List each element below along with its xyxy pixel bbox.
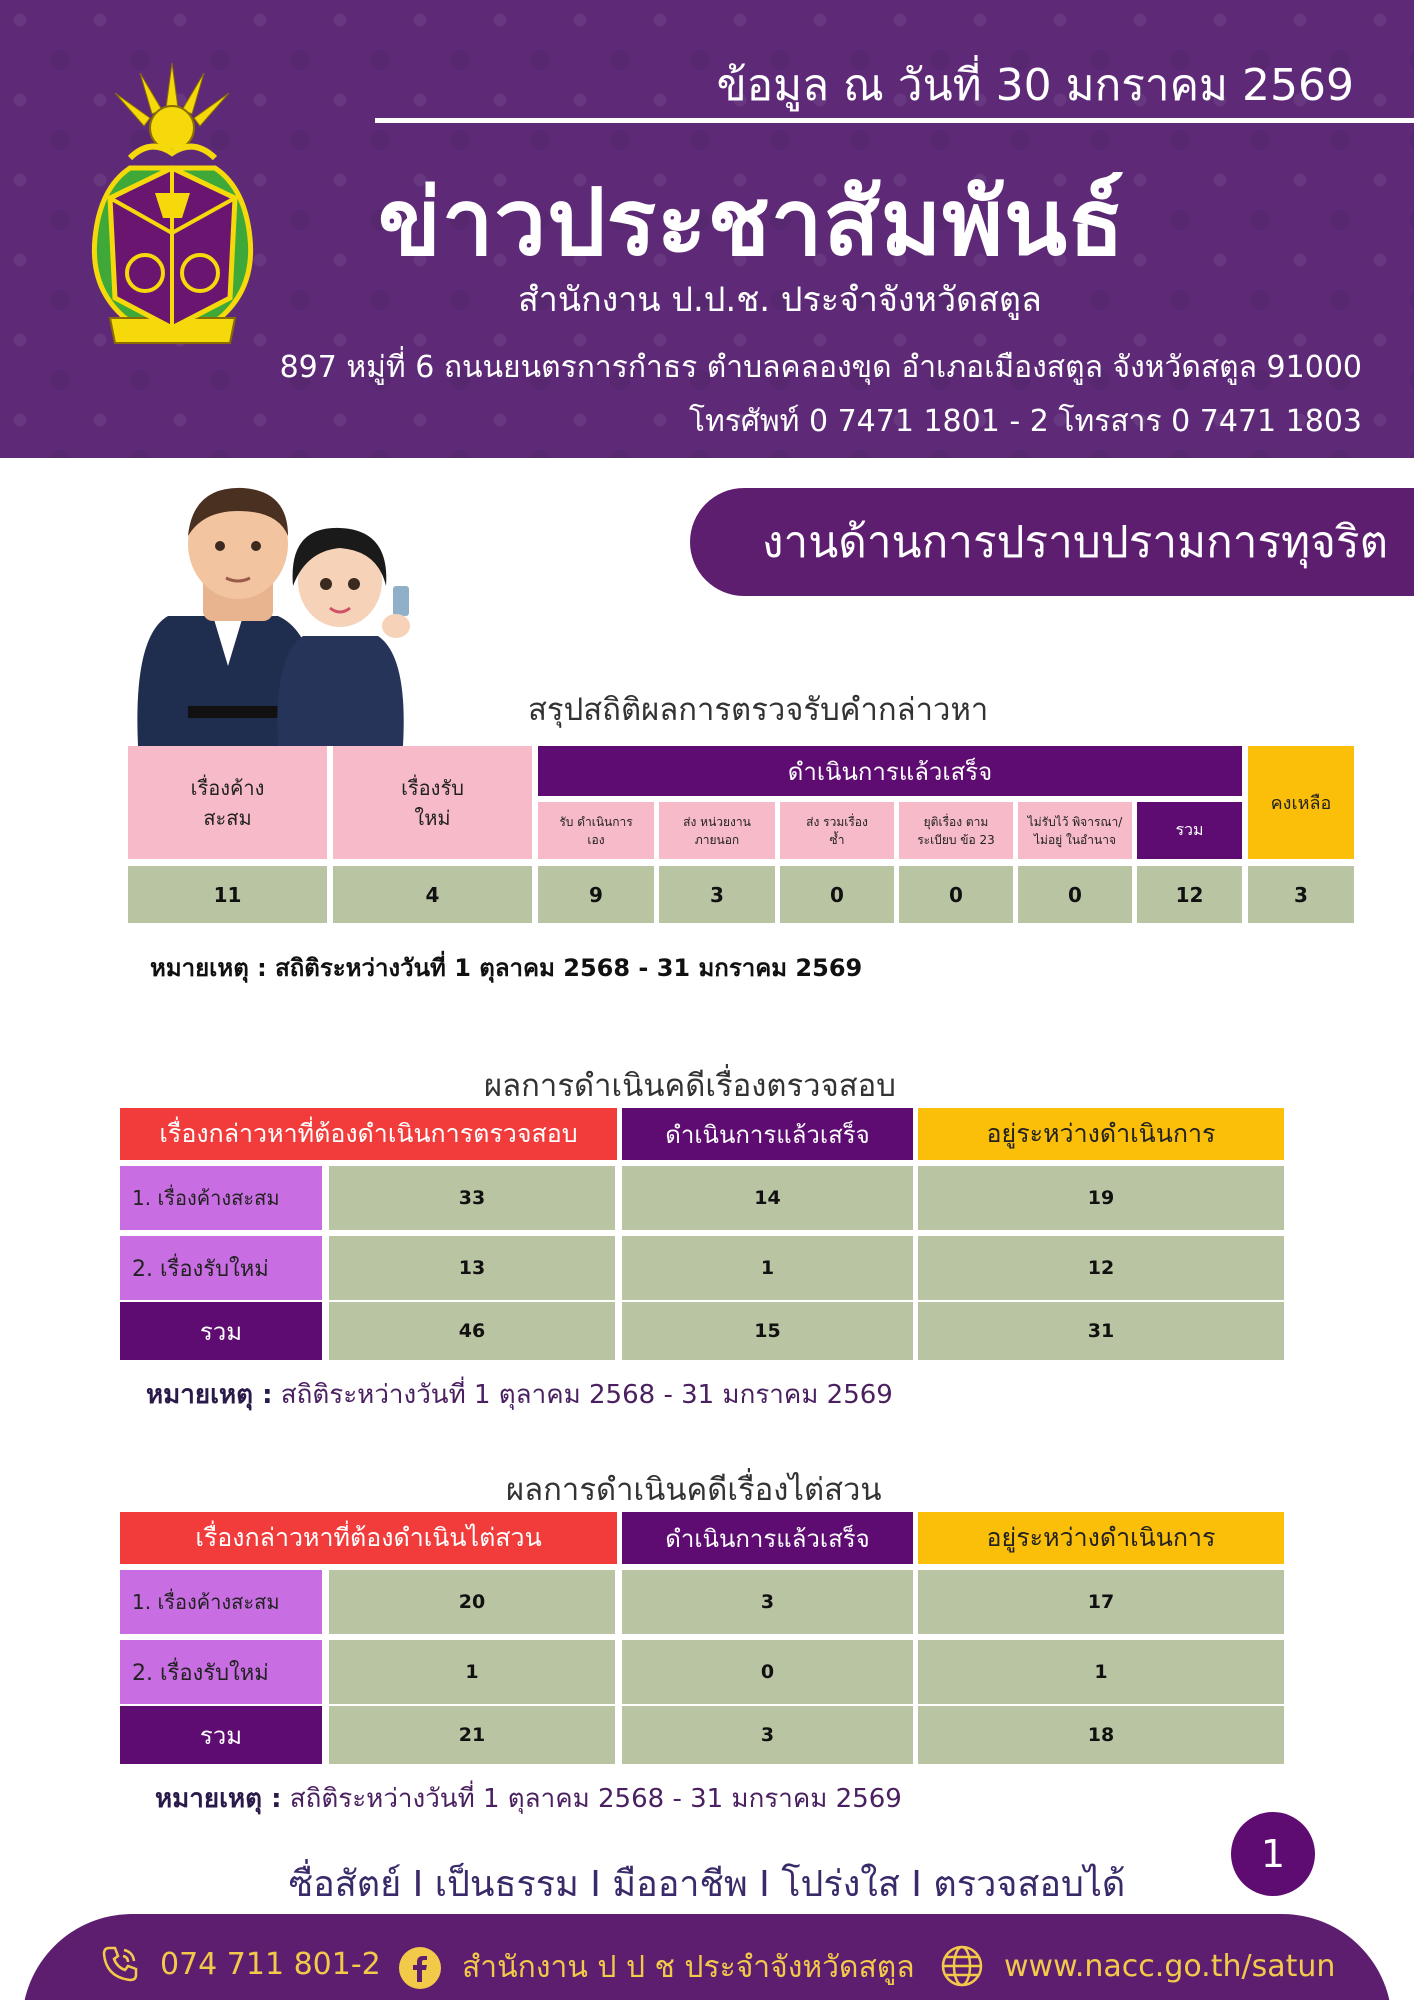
table2-header-done: ดำเนินการแล้วเสร็จ <box>622 1108 913 1160</box>
page-title: ข่าวประชาสัมพันธ์ <box>378 169 1126 276</box>
footer-website-text: www.nacc.go.th/satun <box>1004 1948 1336 1984</box>
table2-row1-total: 33 <box>329 1166 615 1230</box>
col-new-header: เรื่องรับ ใหม่ <box>333 746 532 859</box>
table3-header-cases: เรื่องกล่าวหาที่ต้องดำเนินไต่สวน <box>120 1512 617 1564</box>
table3-note <box>155 1778 902 1819</box>
nacc-emblem-icon <box>70 58 275 358</box>
table2-row2-pending: 12 <box>918 1236 1284 1300</box>
table3-note-label: หมายเหตุ : <box>155 1784 282 1814</box>
value-rejected: 0 <box>1018 866 1132 923</box>
table3-row2-label: 2. เรื่องรับใหม่ <box>120 1640 322 1704</box>
data-date: ข้อมูล ณ วันที่ 30 มกราคม 2569 <box>716 60 1354 111</box>
officers-mascot-icon <box>128 466 428 756</box>
footer-bar <box>22 1914 1392 2000</box>
table3-header-pending: อยู่ระหว่างดำเนินการ <box>918 1512 1284 1564</box>
header-banner <box>0 0 1414 458</box>
col-done-header: ดำเนินการแล้วเสร็จ <box>538 746 1242 796</box>
col-pending-header: เรื่องค้าง สะสม <box>128 746 327 859</box>
table2-header-pending: อยู่ระหว่างดำเนินการ <box>918 1108 1284 1160</box>
table2-row1-pending: 19 <box>918 1166 1284 1230</box>
value-pending: 11 <box>128 866 327 923</box>
phone-icon <box>100 1944 140 1984</box>
sub-header-sum: รวม <box>1137 802 1242 859</box>
globe-icon <box>940 1944 984 1988</box>
table3-row2-total: 1 <box>329 1640 615 1704</box>
value-remain: 3 <box>1248 866 1354 923</box>
table3-note-text: สถิติระหว่างวันที่ 1 ตุลาคม 2568 - 31 มกราคม 2569 <box>289 1784 902 1814</box>
table2-row1-label: 1. เรื่องค้างสะสม <box>120 1166 322 1230</box>
table2-row2-done: 1 <box>622 1236 913 1300</box>
footer-facebook[interactable] <box>398 1944 915 1991</box>
sub-header-rejected: ไม่รับไว้ พิจารณา/ไม่อยู่ ในอำนาจ <box>1018 802 1132 859</box>
table3-row1-done: 3 <box>622 1570 913 1634</box>
sub-header-terminated: ยุติเรื่อง ตามระเบียบ ข้อ 23 <box>899 802 1013 859</box>
table3-row3-pending: 18 <box>918 1706 1284 1764</box>
table3-row3-label: รวม <box>120 1706 322 1764</box>
table1-note: หมายเหตุ : สถิติระหว่างวันที่ 1 ตุลาคม 2568 - 31 มกราคม 2569 <box>150 954 863 982</box>
table3-row2-pending: 1 <box>918 1640 1284 1704</box>
value-self: 9 <box>538 866 654 923</box>
office-address: 897 หมู่ที่ 6 ถนนยนตรการกำธร ตำบลคลองขุด อำเภอเมืองสตูล จังหวัดสตูล 91000 <box>279 350 1362 385</box>
footer-phone <box>100 1944 381 1984</box>
office-name: สำนักงาน ป.ป.ช. ประจำจังหวัดสตูล <box>518 280 1042 320</box>
table3-row1-label: 1. เรื่องค้างสะสม <box>120 1570 322 1634</box>
footer-facebook-text: สำนักงาน ป ป ช ประจำจังหวัดสตูล <box>462 1950 915 1985</box>
table2-row3-pending: 31 <box>918 1302 1284 1360</box>
footer-phone-text: 074 711 801-2 <box>160 1946 381 1982</box>
table2-note-label: หมายเหตุ : <box>146 1380 273 1410</box>
facebook-icon <box>398 1946 442 1990</box>
table2-row3-total: 46 <box>329 1302 615 1360</box>
table3-header-done: ดำเนินการแล้วเสร็จ <box>622 1512 913 1564</box>
value-external: 3 <box>659 866 775 923</box>
value-new: 4 <box>333 866 532 923</box>
table3-heading: ผลการดำเนินคดีเรื่องไต่สวน <box>506 1472 882 1508</box>
table3-row2-done: 0 <box>622 1640 913 1704</box>
table2-note <box>146 1374 893 1415</box>
sub-header-self: รับ ดำเนินการ เอง <box>538 802 654 859</box>
table3-row1-pending: 17 <box>918 1570 1284 1634</box>
motto: ซื่อสัตย์ I เป็นธรรม I มืออาชีพ I โปร่งใส I ตรวจสอบได้ <box>288 1864 1126 1905</box>
header-divider <box>375 118 1414 123</box>
sub-header-duplicate: ส่ง รวมเรื่อง ซ้ำ <box>780 802 894 859</box>
section-title-pill: งานด้านการปราบปรามการทุจริต <box>690 488 1414 596</box>
table2-row3-label: รวม <box>120 1302 322 1360</box>
table1-heading: สรุปสถิติผลการตรวจรับคำกล่าวหา <box>528 692 989 728</box>
table2-row3-done: 15 <box>622 1302 913 1360</box>
table2-note-text: สถิติระหว่างวันที่ 1 ตุลาคม 2568 - 31 มกราคม 2569 <box>280 1380 893 1410</box>
value-duplicate: 0 <box>780 866 894 923</box>
table2-heading: ผลการดำเนินคดีเรื่องตรวจสอบ <box>484 1068 896 1104</box>
value-sum: 12 <box>1137 866 1242 923</box>
table2-header-cases: เรื่องกล่าวหาที่ต้องดำเนินการตรวจสอบ <box>120 1108 617 1160</box>
table2-row2-total: 13 <box>329 1236 615 1300</box>
page-number-badge: 1 <box>1231 1812 1315 1896</box>
office-phone: โทรศัพท์ 0 7471 1801 - 2 โทรสาร 0 7471 1803 <box>688 404 1362 439</box>
footer-website[interactable] <box>940 1944 1335 1988</box>
sub-header-external: ส่ง หน่วยงาน ภายนอก <box>659 802 775 859</box>
table2-row1-done: 14 <box>622 1166 913 1230</box>
col-remain-header: คงเหลือ <box>1248 746 1354 859</box>
table3-row3-done: 3 <box>622 1706 913 1764</box>
table2-row2-label: 2. เรื่องรับใหม่ <box>120 1236 322 1300</box>
table3-row3-total: 21 <box>329 1706 615 1764</box>
value-terminated: 0 <box>899 866 1013 923</box>
table3-row1-total: 20 <box>329 1570 615 1634</box>
